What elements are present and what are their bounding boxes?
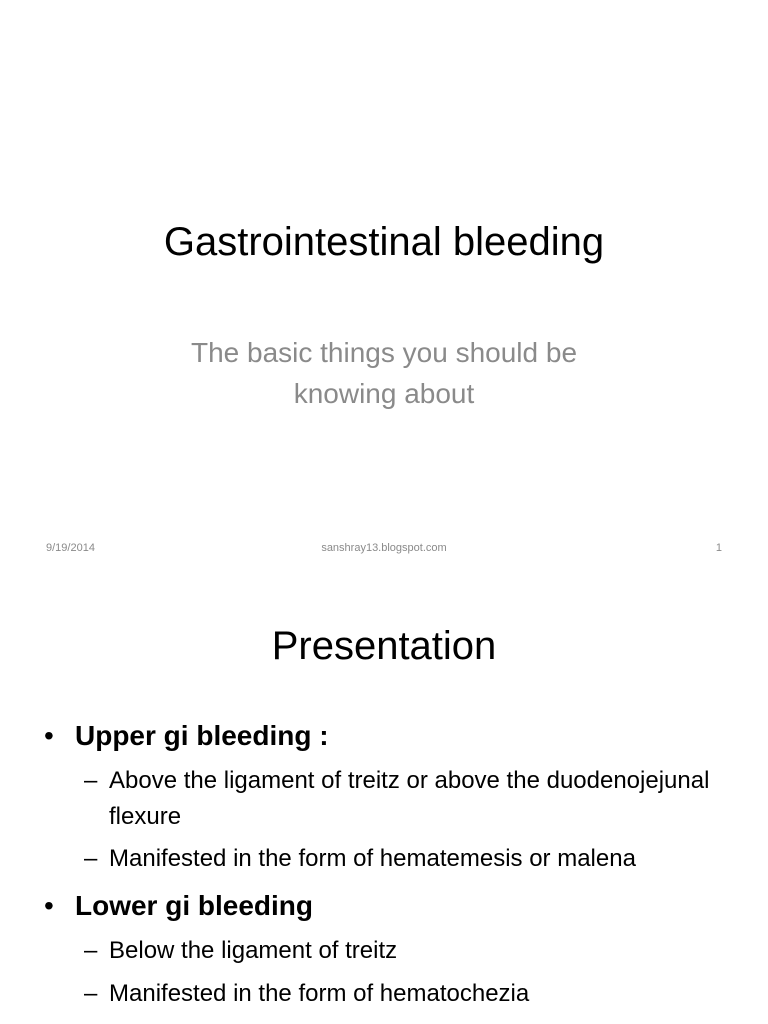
dash-icon: – xyxy=(84,937,98,964)
bullet-list xyxy=(0,576,768,1024)
dash-icon: – xyxy=(84,845,98,872)
sub-bullet-text: Manifested in the form of hematochezia xyxy=(109,980,530,1007)
sub-bullet xyxy=(84,841,744,877)
footer-page-number: 1 xyxy=(715,542,722,554)
footer-site: sanshray13.blogspot.com xyxy=(321,542,447,554)
sub-bullet xyxy=(84,763,744,835)
sub-bullet xyxy=(84,976,744,1012)
sub-bullet-text: Below the ligament of treitz xyxy=(109,937,398,964)
slide-subtitle xyxy=(150,332,618,414)
footer-date: 9/19/2014 xyxy=(46,542,95,554)
bullet-upper-gi xyxy=(44,719,329,753)
subtitle-line-1: The basic things you should be xyxy=(190,337,578,368)
slide-title: Presentation xyxy=(271,624,497,668)
sub-bullet-text: Above the ligament of treitz or above the duodenojejunal flexure xyxy=(109,767,710,830)
sub-bullet-text: Manifested in the form of hematemesis or malena xyxy=(109,845,636,872)
bullet-icon: • xyxy=(44,890,54,921)
bullet-lower-gi xyxy=(44,889,313,923)
bullet-label: Lower gi bleeding xyxy=(75,890,314,921)
subtitle-line-2: knowing about xyxy=(293,378,475,409)
bullet-label: Upper gi bleeding : xyxy=(75,720,329,751)
slide-title: Gastrointestinal bleeding xyxy=(163,220,605,264)
bullet-icon: • xyxy=(44,720,54,751)
dash-icon: – xyxy=(84,767,98,794)
dash-icon: – xyxy=(84,980,98,1007)
slide-2 xyxy=(0,576,768,1024)
sub-bullet xyxy=(84,933,744,969)
